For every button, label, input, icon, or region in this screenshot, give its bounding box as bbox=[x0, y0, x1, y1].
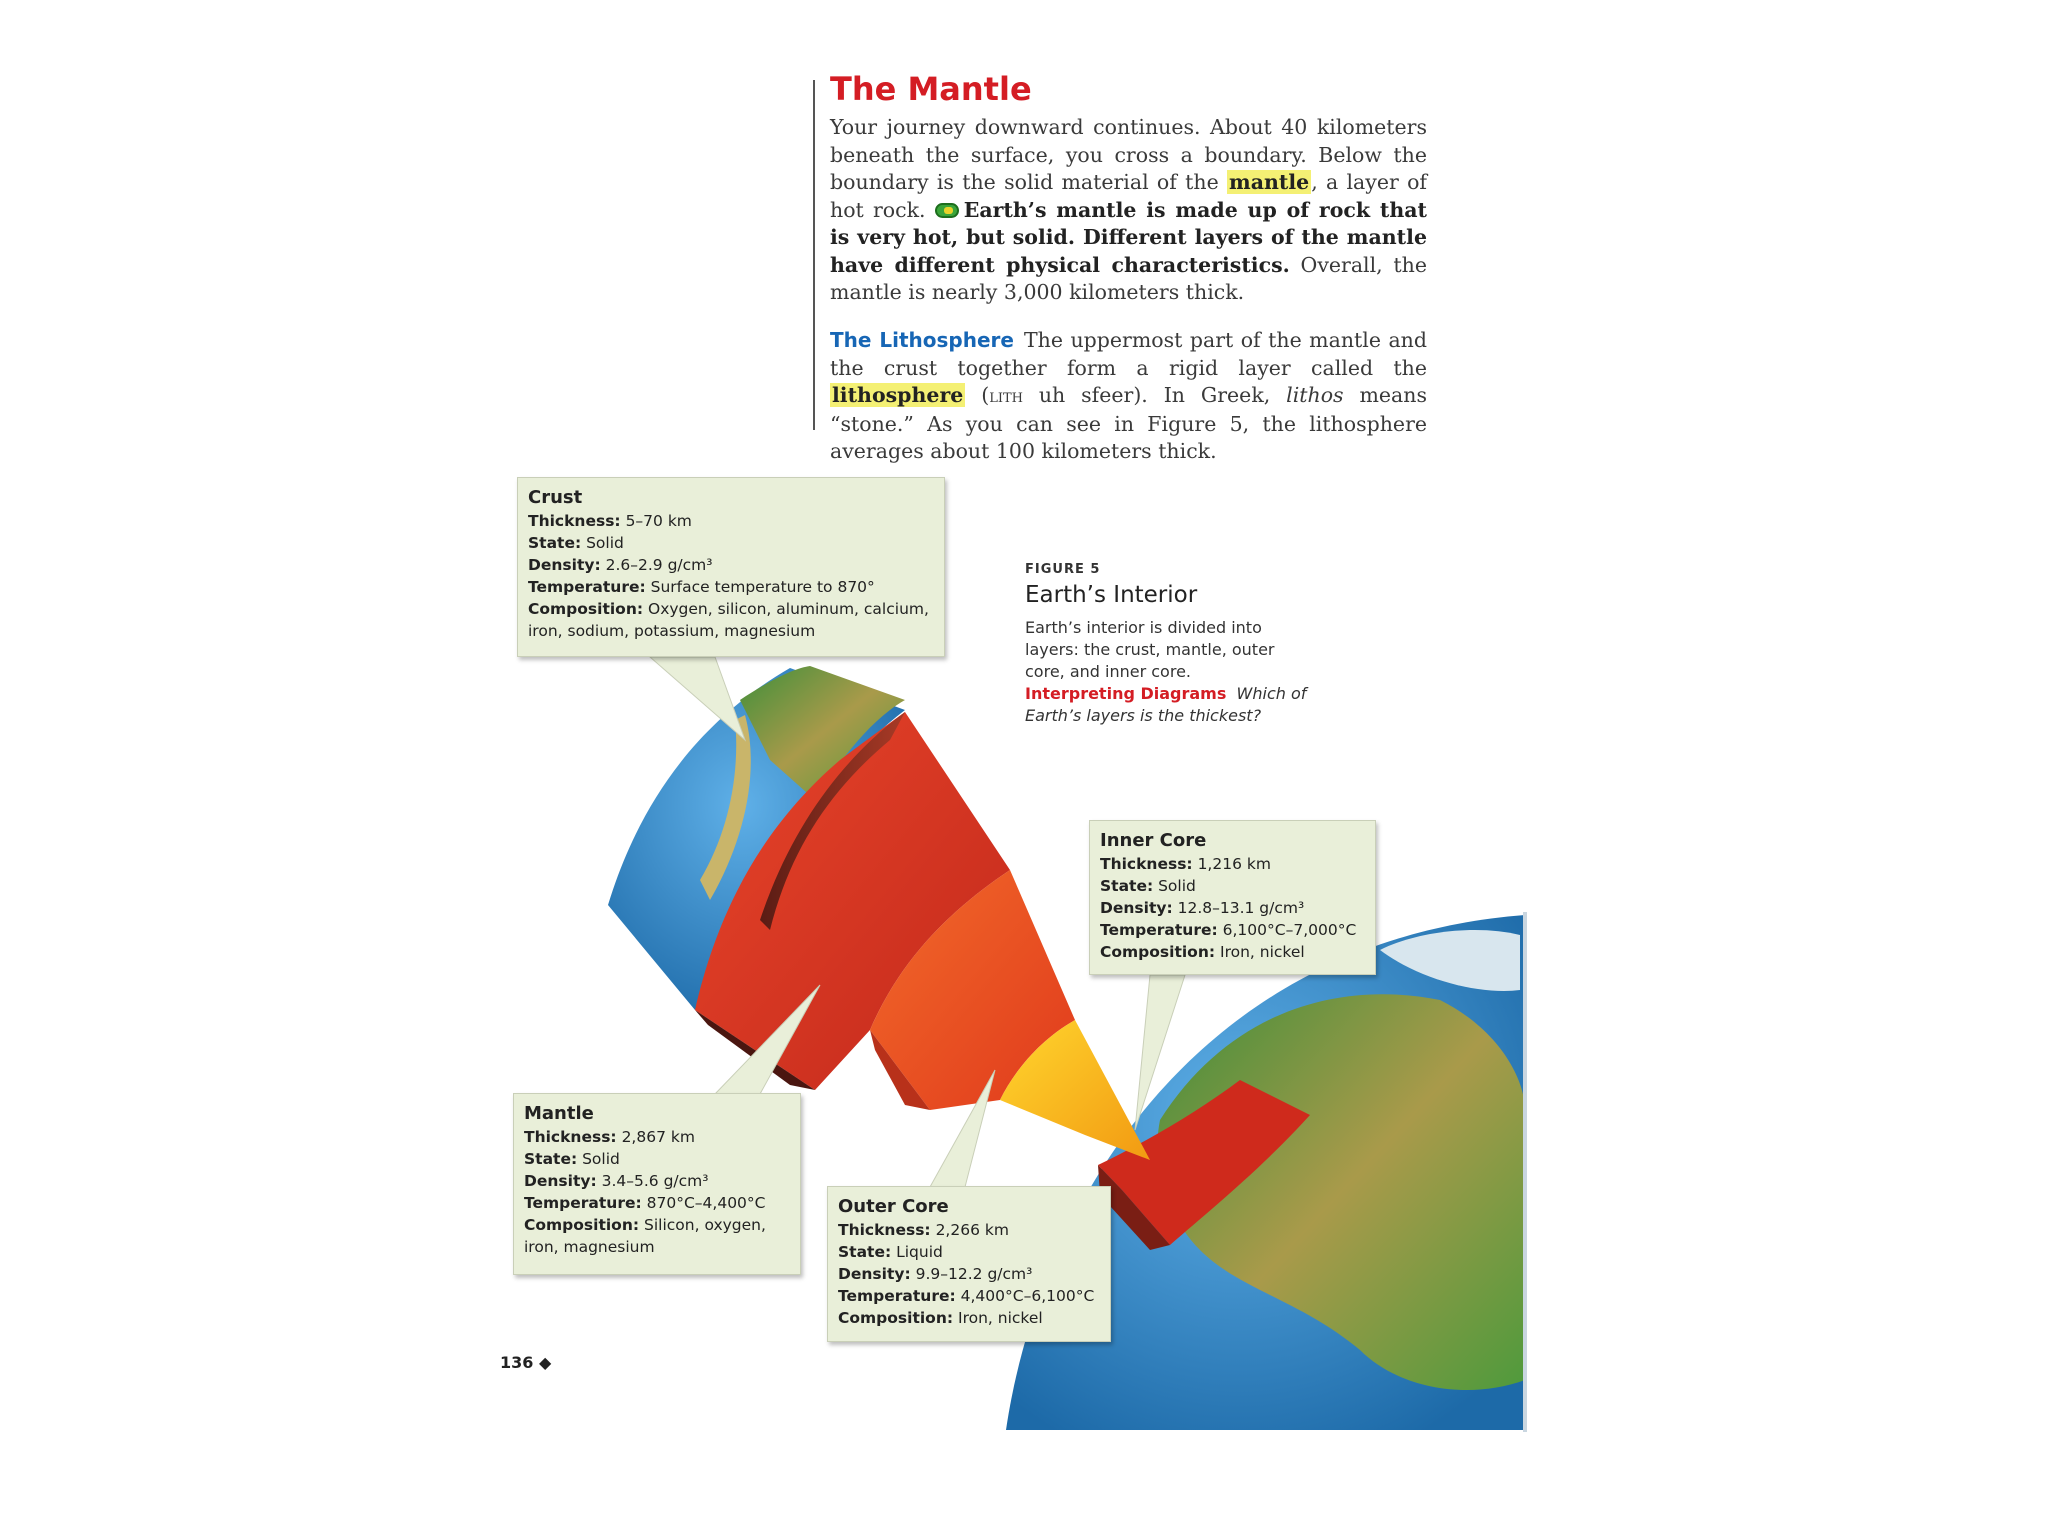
section-title: The Mantle bbox=[830, 70, 1032, 108]
figure-caption bbox=[1025, 617, 1315, 727]
mantle-callout bbox=[513, 1093, 801, 1275]
label: Composition: bbox=[524, 1216, 640, 1234]
value: 4,400°C–6,100°C bbox=[960, 1287, 1095, 1305]
para2-text3: means “stone.” As you can see in Figure 5, the lithosphere averages about 100 kilometers thick. bbox=[830, 383, 1427, 463]
label: Temperature: bbox=[524, 1194, 642, 1212]
value: Oxygen, silicon, aluminum, calcium, iron, sodium, potassium, magnesium bbox=[528, 600, 929, 640]
inner-core-composition bbox=[1100, 941, 1365, 963]
earth-globe bbox=[1006, 912, 1525, 1432]
label: Composition: bbox=[1100, 943, 1216, 961]
value: 12.8–13.1 g/cm³ bbox=[1177, 899, 1305, 917]
para1-intro: Your journey downward continues. About 40 kilometers beneath the surface, you cross a boundary. Below the boundary is the solid material of the bbox=[830, 115, 1427, 194]
value: 6,100°C–7,000°C bbox=[1222, 921, 1357, 939]
figure-title: Earth’s Interior bbox=[1025, 582, 1198, 608]
value: Solid bbox=[1158, 877, 1196, 895]
key-concept-text: Earth’s mantle is made up of rock that is very hot, but solid. Different layers of the mantle have different physical characteristics. bbox=[830, 197, 1427, 277]
outer-core-state bbox=[838, 1241, 1100, 1263]
value: Iron, nickel bbox=[958, 1309, 1043, 1327]
inner-core-temperature bbox=[1100, 919, 1365, 941]
term-mantle: mantle bbox=[1229, 170, 1310, 194]
crust-temperature bbox=[528, 576, 934, 598]
value: 2,266 km bbox=[935, 1221, 1009, 1239]
mantle-temperature bbox=[524, 1192, 790, 1214]
pron-rest: uh sfeer bbox=[1038, 383, 1134, 407]
mantle-thickness bbox=[524, 1126, 790, 1148]
value: Surface temperature to 870° bbox=[650, 578, 875, 596]
value: 5–70 km bbox=[625, 512, 692, 530]
inner-core-state bbox=[1100, 875, 1365, 897]
para1-ending: Overall, the mantle is nearly 3,000 kilometers thick. bbox=[830, 252, 1427, 304]
mantle-title: Mantle bbox=[524, 1103, 594, 1124]
value: Solid bbox=[582, 1150, 620, 1168]
value: 2.6–2.9 g/cm³ bbox=[605, 556, 713, 574]
value: Solid bbox=[586, 534, 624, 552]
label: Composition: bbox=[838, 1309, 954, 1327]
crust-pointer bbox=[650, 657, 745, 740]
figure-label: FIGURE 5 bbox=[1025, 562, 1101, 577]
label: Temperature: bbox=[1100, 921, 1218, 939]
label: State: bbox=[1100, 877, 1154, 895]
label: Density: bbox=[528, 556, 601, 574]
page-number: 136 ◆ bbox=[500, 1353, 552, 1372]
value: 9.9–12.2 g/cm³ bbox=[915, 1265, 1033, 1283]
inner-core-density bbox=[1100, 897, 1365, 919]
label: State: bbox=[524, 1150, 578, 1168]
label: State: bbox=[528, 534, 582, 552]
outer-core-temperature bbox=[838, 1285, 1100, 1307]
greek-word: lithos bbox=[1286, 383, 1344, 407]
value: 870°C–4,400°C bbox=[646, 1194, 766, 1212]
inner-core-thickness bbox=[1100, 853, 1365, 875]
crust-composition bbox=[528, 598, 934, 642]
value: Liquid bbox=[896, 1243, 943, 1261]
outer-core-callout bbox=[827, 1186, 1111, 1342]
label: Temperature: bbox=[838, 1287, 956, 1305]
crust-callout bbox=[517, 477, 945, 657]
crust-state bbox=[528, 532, 934, 554]
label: Density: bbox=[524, 1172, 597, 1190]
crust-thickness bbox=[528, 510, 934, 532]
label: Temperature: bbox=[528, 578, 646, 596]
pron-open: ( bbox=[981, 383, 990, 407]
para1-after-term: , a layer of hot rock. bbox=[830, 170, 1427, 222]
value: 1,216 km bbox=[1197, 855, 1271, 873]
label: State: bbox=[838, 1243, 892, 1261]
mantle-state bbox=[524, 1148, 790, 1170]
interpreting-diagrams-label: Interpreting Diagrams bbox=[1025, 684, 1227, 703]
label: Composition: bbox=[528, 600, 644, 618]
inner-core-title: Inner Core bbox=[1100, 830, 1207, 851]
label: Density: bbox=[1100, 899, 1173, 917]
figure-question: Which of Earth’s layers is the thickest? bbox=[1025, 684, 1307, 725]
value: 2,867 km bbox=[621, 1128, 695, 1146]
inner-core-callout bbox=[1089, 820, 1376, 975]
value: Silicon, oxygen, iron, magnesium bbox=[524, 1216, 766, 1256]
label: Density: bbox=[838, 1265, 911, 1283]
lithosphere-subhead: The Lithosphere bbox=[830, 328, 1014, 352]
value: Iron, nickel bbox=[1220, 943, 1305, 961]
value: 3.4–5.6 g/cm³ bbox=[601, 1172, 709, 1190]
mantle-density bbox=[524, 1170, 790, 1192]
outer-core-thickness bbox=[838, 1219, 1100, 1241]
figure-body-text: Earth’s interior is divided into layers: the crust, mantle, outer core, and inner core. bbox=[1025, 618, 1275, 681]
crust-title: Crust bbox=[528, 487, 583, 508]
label: Thickness: bbox=[528, 512, 621, 530]
para2-text1: The uppermost part of the mantle and the crust together form a rigid layer called the bbox=[830, 328, 1428, 380]
outer-core-composition bbox=[838, 1307, 1100, 1329]
outer-core-density bbox=[838, 1263, 1100, 1285]
term-lithosphere: lithosphere bbox=[832, 383, 964, 407]
mantle-composition bbox=[524, 1214, 790, 1258]
outer-core-title: Outer Core bbox=[838, 1196, 949, 1217]
pron-stressed: lith bbox=[989, 386, 1023, 407]
label: Thickness: bbox=[1100, 855, 1193, 873]
crust-density bbox=[528, 554, 934, 576]
label: Thickness: bbox=[524, 1128, 617, 1146]
para2-text2: ). In Greek, bbox=[1133, 383, 1271, 407]
label: Thickness: bbox=[838, 1221, 931, 1239]
